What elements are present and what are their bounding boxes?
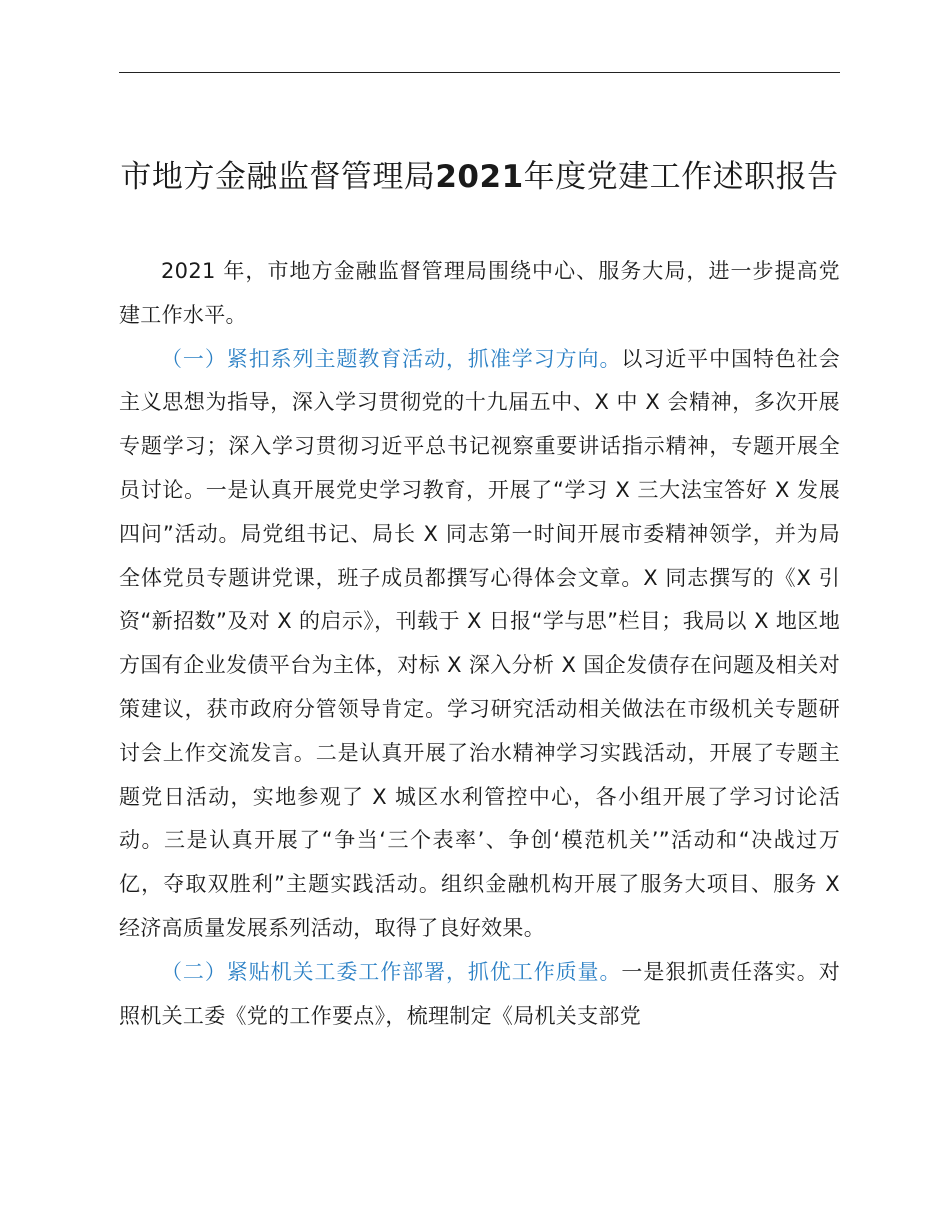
title-year: 2021: [435, 158, 524, 195]
section-1-body: 以习近平中国特色社会主义思想为指导，深入学习贯彻党的十九届五中、X 中 X 会精神，多次开展专题学习；深入学习贯彻习近平总书记视察重要讲话指示精神，专题开展全员讨论。一是认真开展党史学习教育，开展了“学习 X 三大法宝答好 X 发展四问”活动。局党组书记、局长 X 同志第一时间开展市委精神领学，并为局全体党员专题讲党课，班子成员都撰写心得体会文章。X 同志撰写的《X 引资“新招数”及对 X 的启示》，刊载于 X 日报“学与思”栏目；我局以 X 地区地方国有企业发债平台为主体，对标 X 深入分析 X 国企发债存在问题及相关对策建议，获市政府分管领导肯定。学习研究活动相关做法在市级机关专题研讨会上作交流发言。二是认真开展了治水精神学习实践活动，开展了专题主题党日活动，实地参观了 X 城区水利管控中心，各小组开展了学习讨论活动。三是认真开展了“争当‘三个表率’、争创‘模范机关’”活动和“决战过万亿，夺取双胜利”主题实践活动。组织金融机构开展了服务大项目、服务 X 经济高质量发展系列活动，取得了良好效果。: [119, 346, 840, 940]
document-title: [119, 154, 840, 201]
section-2-body: 一是狠抓责任落实。对照机关工委《党的工作要点》，梳理制定《局机关支部党: [119, 959, 840, 1028]
title-part1: 市地方金融监督管理局: [120, 158, 436, 195]
section-2-heading: （二）紧贴机关工委工作部署，抓优工作质量。: [161, 959, 622, 984]
section-1-paragraph: [119, 338, 840, 951]
title-part2: 年度党建工作述职报告: [523, 158, 839, 195]
section-1-heading: （一）紧扣系列主题教育活动，抓准学习方向。: [161, 346, 622, 371]
header-rule: [119, 72, 840, 73]
section-2-paragraph: [119, 951, 840, 1039]
intro-paragraph: 2021 年，市地方金融监督管理局围绕中心、服务大局，进一步提高党建工作水平。: [119, 259, 840, 327]
document-body: [119, 250, 840, 1038]
